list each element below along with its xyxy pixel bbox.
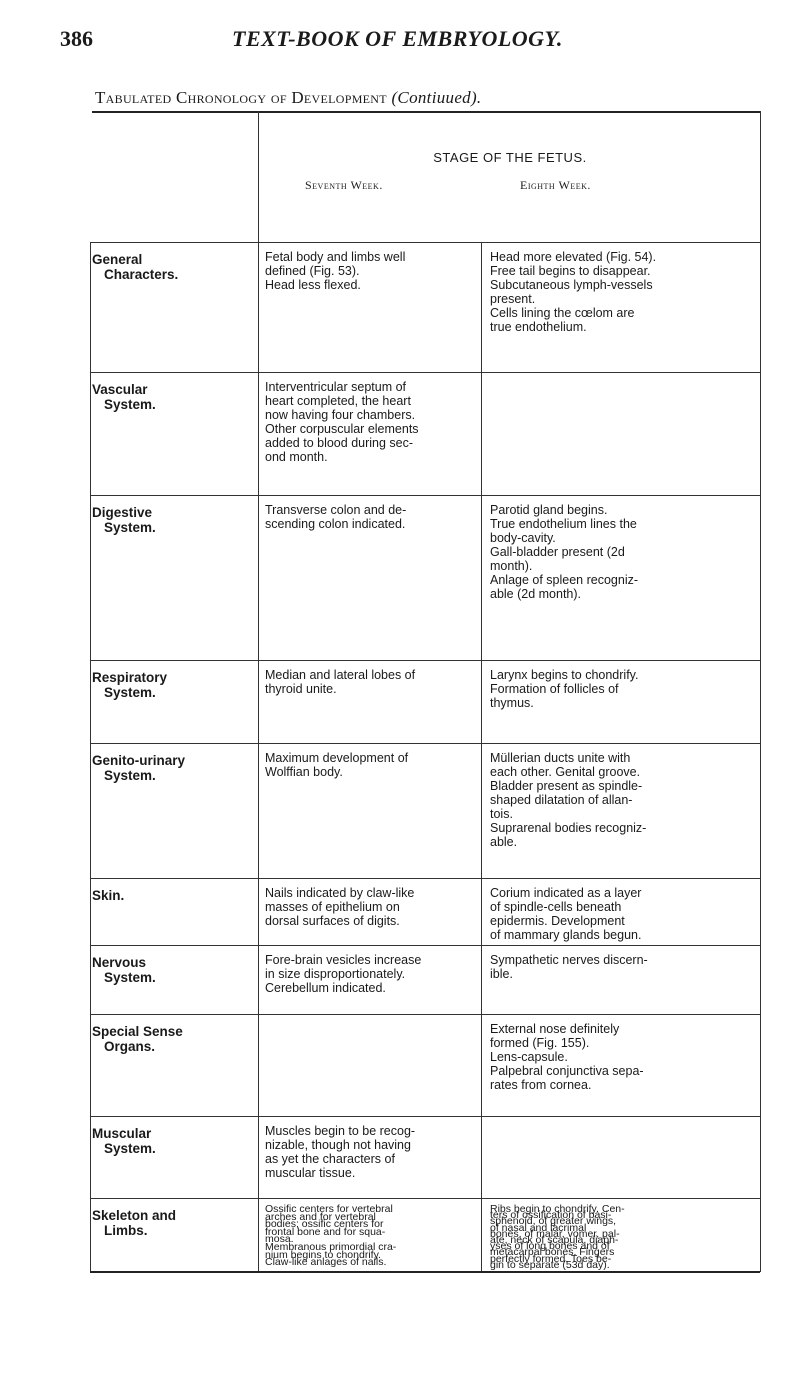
eighth-week-cell: Head more elevated (Fig. 54). Free tail begins to disappear. Subcutaneous lymph-vessels present. Cells lining the cœlom are true endothelium. <box>490 250 657 334</box>
row-separator <box>90 660 760 661</box>
row-separator <box>90 878 760 879</box>
system-label-line2: Characters. <box>104 267 179 282</box>
table-row-general-characters <box>90 244 760 372</box>
row-separator <box>90 743 760 744</box>
seventh-week-cell: Transverse colon and de- scending colon indicated. <box>265 503 407 531</box>
system-label-line2: Limbs. <box>104 1223 148 1238</box>
eighth-week-cell: Müllerian ducts unite with each other. Genital groove. Bladder present as spindle- shaped dilatation of allan- tois. Suprarenal bodies recogniz- able. <box>490 751 647 849</box>
system-label-line1: General <box>92 252 143 267</box>
system-label-line2: System. <box>104 685 156 700</box>
seventh-week-cell: Fetal body and limbs well defined (Fig. 53). Head less flexed. <box>265 250 406 292</box>
eighth-week-cell: Parotid gland begins. True endothelium lines the body-cavity. Gall-bladder present (2d month). Anlage of spleen recogniz- able (2d month). <box>490 503 639 601</box>
table-row-vascular-system <box>90 374 760 495</box>
system-label <box>92 382 252 412</box>
system-label <box>92 670 252 700</box>
table-row-muscular-system <box>90 1118 760 1198</box>
row-separator <box>90 945 760 946</box>
seventh-week-cell: Nails indicated by claw-like masses of epithelium on dorsal surfaces of digits. <box>265 886 415 928</box>
system-label-line1: Vascular <box>92 382 148 397</box>
system-label <box>92 955 252 985</box>
system-label-line1: Genito-urinary <box>92 753 186 768</box>
eighth-week-cell: External nose definitely formed (Fig. 155). Lens-capsule. Palpebral conjunctiva sepa- rates from cornea. <box>490 1022 644 1092</box>
table-row-respiratory-system <box>90 662 760 743</box>
system-label-line1: Skin. <box>92 888 125 903</box>
eighth-week-cell: Ribs begin to chondrify. Cen- ters of ossification of basi- sphenoid, of greater wings, of nasal and lacrimal bones, of malar, vomer, pal- ate, neck of scapula, diaph- yses of long bones and of metacarpal bones. Fingers perfectly formed. Toes be- gin to separate (53d day). <box>490 1203 625 1271</box>
row-separator <box>90 372 760 373</box>
table-row-skeleton-and-limbs <box>90 1200 760 1271</box>
seventh-week-cell: Fore-brain vesicles increase in size disproportionately. Cerebellum indicated. <box>265 953 422 995</box>
system-label-line1: Digestive <box>92 505 153 520</box>
row-separator <box>90 1198 760 1199</box>
system-label-line2: System. <box>104 520 156 535</box>
system-label-line1: Special Sense <box>92 1024 183 1039</box>
system-label-line2: System. <box>104 768 156 783</box>
table-title-suffix: (Contiuued). <box>391 88 482 107</box>
seventh-week-cell: Maximum development of Wolffian body. <box>265 751 409 779</box>
table-bottom-border <box>90 1271 760 1273</box>
page-number: 386 <box>60 26 93 51</box>
system-label <box>92 753 252 783</box>
system-label-line1: Muscular <box>92 1126 152 1141</box>
column-heading-seventh-week: Seventh Week. <box>305 178 383 192</box>
table-title <box>95 88 481 108</box>
system-label <box>92 1024 252 1054</box>
system-label-line2: Organs. <box>104 1039 156 1054</box>
seventh-week-cell: Muscles begin to be recog- nizable, though not having as yet the characters of muscular tissue. <box>265 1124 416 1180</box>
system-label-line1: Skeleton and <box>92 1208 177 1223</box>
table-title-text: Tabulated Chronology of Development <box>95 88 387 107</box>
table-right-border <box>760 111 761 1272</box>
system-label-line2: System. <box>104 1141 156 1156</box>
eighth-week-cell: Sympathetic nerves discern- ible. <box>490 953 648 981</box>
table-row-genito-urinary-system <box>90 745 760 878</box>
table-row-nervous-system <box>90 947 760 1014</box>
eighth-week-cell: Corium indicated as a layer of spindle-cells beneath epidermis. Development of mammary glands begun. <box>490 886 642 942</box>
seventh-week-cell: Ossific centers for vertebral arches and for vertebral bodies; ossific centers for frontal bone and for squa- mosa. Membranous primordial cra- nium begins to chondrify. Claw-like anlages of nails. <box>265 1203 397 1269</box>
row-separator <box>90 495 760 496</box>
system-label-line1: Nervous <box>92 955 147 970</box>
eighth-week-cell: Larynx begins to chondrify. Formation of follicles of thymus. <box>490 668 639 710</box>
column-heading-eighth-week: Eighth Week. <box>520 178 591 192</box>
seventh-week-cell: Median and lateral lobes of thyroid unite. <box>265 668 416 696</box>
running-title: TEXT-BOOK OF EMBRYOLOGY. <box>232 26 563 51</box>
table-row-digestive-system <box>90 497 760 660</box>
system-label <box>92 505 252 535</box>
table-top-border <box>92 111 760 113</box>
seventh-week-cell: Interventricular septum of heart completed, the heart now having four chambers. Other corpuscular elements added to blood during sec- ond month. <box>265 380 419 464</box>
system-label <box>92 888 252 903</box>
row-separator <box>90 242 760 243</box>
table-row-skin <box>90 880 760 945</box>
row-separator <box>90 1014 760 1015</box>
system-label <box>92 1208 252 1238</box>
system-label <box>92 252 252 282</box>
system-label-line1: Respiratory <box>92 670 168 685</box>
system-label <box>92 1126 252 1156</box>
system-label-line2: System. <box>104 397 156 412</box>
system-label-line2: System. <box>104 970 156 985</box>
row-separator <box>90 1116 760 1117</box>
stage-heading: STAGE OF THE FETUS. <box>433 150 587 165</box>
table-row-special-sense-organs <box>90 1016 760 1116</box>
